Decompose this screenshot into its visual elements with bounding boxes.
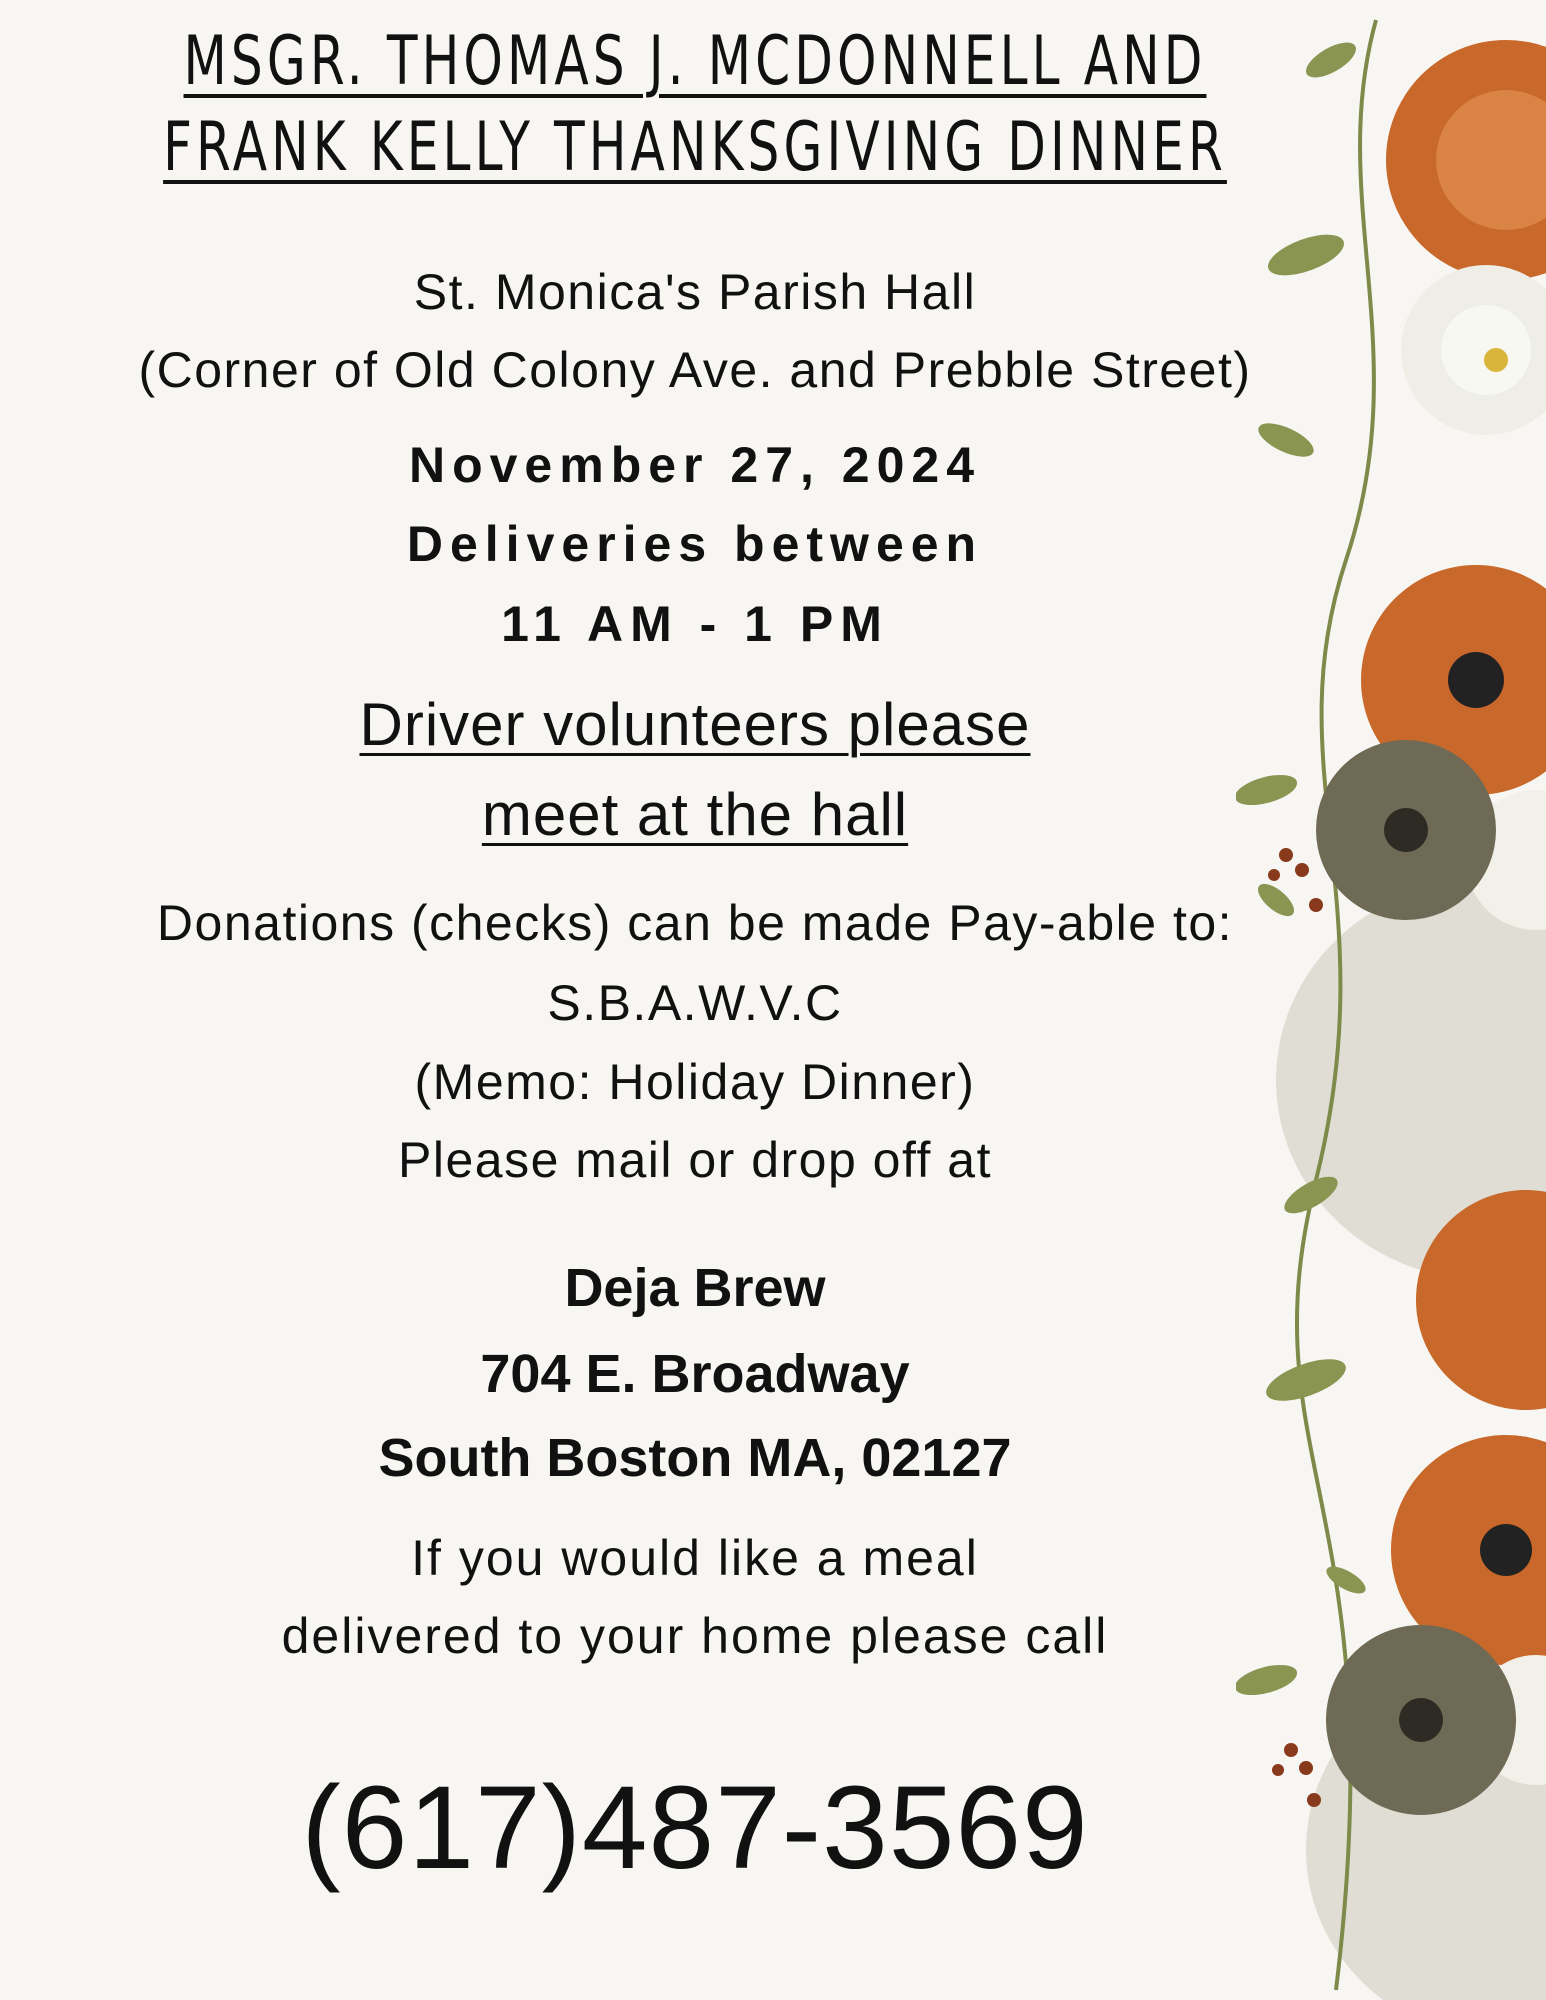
address-name: Deja Brew [564,1258,826,1318]
donations-instruction: Please mail or drop off at [398,1132,992,1188]
driver-note-line-1: Driver volunteers please [359,691,1031,758]
event-date: November 27, 2024 [408,437,982,493]
meal-line-2: delivered to your home please call [281,1608,1109,1664]
floral-border [1236,0,1546,2000]
meal-line-1: If you would like a meal [411,1530,979,1586]
title-line-1: MSGR. THOMAS J. MCDONNELL AND [183,22,1207,101]
address-city: South Boston MA, 02127 [378,1428,1012,1488]
phone-number: (617)487-3569 [301,1762,1089,1894]
address-street: 704 E. Broadway [480,1344,910,1404]
donations-payee: S.B.A.W.V.C [547,975,843,1031]
title-line-2: FRANK KELLY THANKSGIVING DINNER [163,108,1227,187]
deliveries-label: Deliveries between [406,516,984,572]
venue-location: (Corner of Old Colony Ave. and Prebble Street) [138,342,1252,398]
driver-note-line-2: meet at the hall [481,781,909,848]
leaf [1301,36,1361,85]
donations-line: Donations (checks) can be made Pay-able to: [156,895,1234,951]
venue-name: St. Monica's Parish Hall [413,264,977,320]
delivery-time: 11 AM - 1 PM [501,596,889,652]
donations-memo: (Memo: Holiday Dinner) [414,1054,976,1110]
